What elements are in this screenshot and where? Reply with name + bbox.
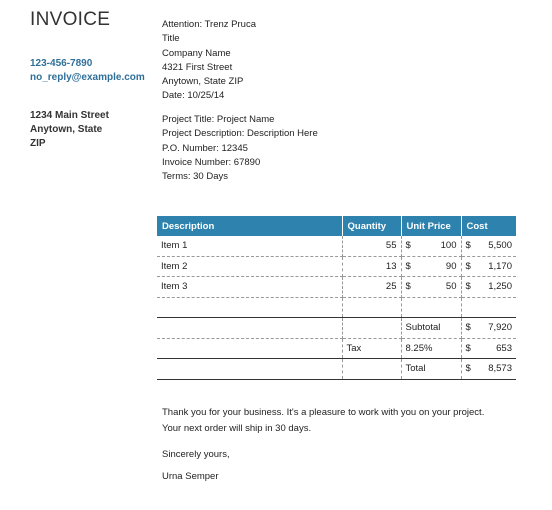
sender-zip: ZIP	[30, 138, 46, 149]
cost-value: 1,250	[488, 281, 512, 293]
header-cost: Cost	[461, 216, 516, 236]
item-unit-price	[401, 256, 461, 277]
currency-symbol: $	[465, 363, 471, 375]
item-quantity: 13	[342, 256, 401, 277]
unit-price-value: 50	[445, 281, 457, 293]
table-header-row	[157, 216, 516, 236]
invoice-title: INVOICE	[30, 9, 111, 30]
item-quantity: 55	[342, 236, 401, 256]
total-label: Total	[401, 359, 461, 380]
item-description: Item 2	[157, 256, 342, 277]
phone-number: 123-456-7890	[30, 58, 93, 69]
item-quantity: 25	[342, 277, 401, 298]
sender-city: Anytown, State	[30, 124, 103, 135]
currency-symbol: $	[465, 281, 471, 293]
project-title: Project Title: Project Name	[162, 114, 275, 125]
tax-row	[157, 338, 516, 359]
project-description: Project Description: Description Here	[162, 128, 318, 140]
header-description: Description	[157, 216, 342, 236]
recipient-title: Title	[162, 33, 180, 45]
item-cost	[461, 277, 516, 298]
header-quantity: Quantity	[342, 216, 401, 236]
recipient-street: 4321 First Street	[162, 61, 233, 73]
subtotal-value	[461, 318, 516, 339]
item-description: Item 3	[157, 277, 342, 298]
subtotal-row	[157, 318, 516, 339]
payment-terms: Terms: 30 Days	[162, 171, 228, 183]
subtotal-label: Subtotal	[401, 318, 461, 339]
thank-you-note	[162, 405, 484, 436]
item-cost	[461, 256, 516, 277]
currency-symbol: $	[465, 260, 471, 272]
sender-street: 1234 Main Street	[30, 110, 109, 121]
tax-value	[461, 338, 516, 359]
header-unit-price: Unit Price	[401, 216, 461, 236]
table-row	[157, 256, 516, 277]
tax-rate: 8.25%	[401, 338, 461, 359]
recipient-city: Anytown, State ZIP	[162, 76, 244, 88]
recipient-block	[162, 18, 256, 104]
items-table	[157, 216, 516, 380]
currency-symbol: $	[465, 322, 471, 334]
currency-symbol: $	[465, 342, 471, 354]
subtotal-amount: 7,920	[488, 322, 512, 334]
signature: Urna Semper	[162, 471, 219, 482]
recipient-attention: Attention: Trenz Pruca	[162, 19, 256, 30]
unit-price-value: 100	[440, 240, 457, 252]
item-description: Item 1	[157, 236, 342, 256]
currency-symbol: $	[405, 281, 411, 293]
closing: Sincerely yours,	[162, 449, 230, 460]
currency-symbol: $	[465, 240, 471, 252]
table-row	[157, 236, 516, 256]
table-row	[157, 277, 516, 298]
total-value	[461, 359, 516, 380]
table-row-empty	[157, 297, 516, 318]
currency-symbol: $	[405, 240, 411, 252]
tax-label: Tax	[342, 338, 401, 359]
total-row	[157, 359, 516, 380]
item-unit-price	[401, 277, 461, 298]
item-cost	[461, 236, 516, 256]
cost-value: 5,500	[488, 240, 512, 252]
total-amount: 8,573	[488, 363, 512, 375]
project-block	[162, 113, 318, 184]
po-number: P.O. Number: 12345	[162, 142, 248, 154]
email-address: no_reply@example.com	[30, 72, 145, 83]
currency-symbol: $	[405, 260, 411, 272]
unit-price-value: 90	[445, 260, 457, 272]
invoice-number: Invoice Number: 67890	[162, 156, 261, 168]
thanks-line-1: Thank you for your business. It's a pleasure to work with you on your project.	[162, 407, 485, 418]
tax-amount: 653	[496, 342, 512, 354]
recipient-company: Company Name	[162, 47, 231, 59]
invoice-date: Date: 10/25/14	[162, 90, 225, 102]
item-unit-price	[401, 236, 461, 256]
cost-value: 1,170	[488, 260, 512, 272]
thanks-line-2: Your next order will ship in 30 days.	[162, 422, 312, 434]
